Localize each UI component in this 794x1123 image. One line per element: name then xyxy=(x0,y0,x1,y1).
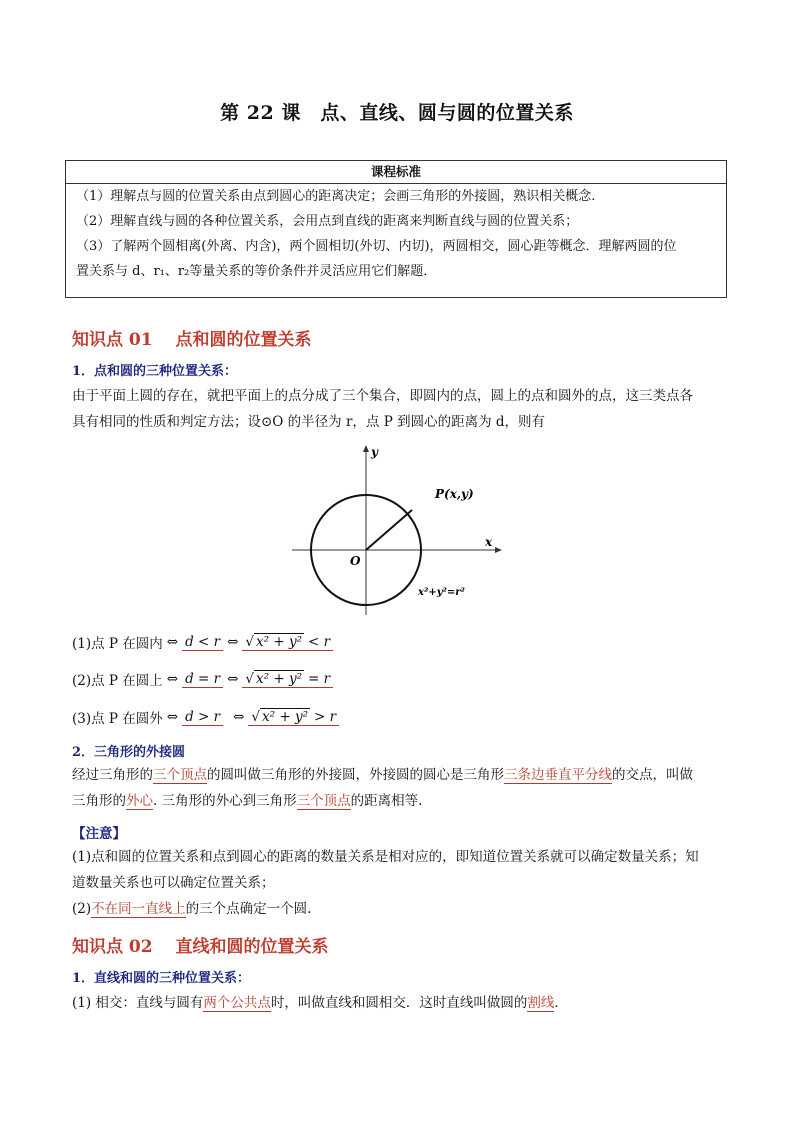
blank-answer: 三个顶点 xyxy=(296,793,351,809)
paragraph-circumcircle xyxy=(72,762,722,814)
sqrt-sign: √ xyxy=(245,633,255,650)
blank-answer: 两个公共点 xyxy=(203,995,271,1011)
condition-inside xyxy=(72,629,333,655)
page-title: 第 22 课 点、直线、圆与圆的位置关系 xyxy=(220,102,574,124)
curriculum-standard-box xyxy=(65,160,727,298)
y-axis-label: y xyxy=(371,445,378,459)
radical-relation xyxy=(242,670,333,688)
standard-item: （1）理解点与圆的位置关系由点到圆心的距离决定；会画三角形的外接圆，熟识相关概念. xyxy=(76,189,596,204)
paragraph-line: 具有相同的性质和判定方法；设⊙O 的半径为 r，点 P 到圆心的距离为 d，则有 xyxy=(72,414,546,430)
circle-coordinate-figure xyxy=(280,440,510,620)
circle-equation: x²+y²=r² xyxy=(418,587,465,598)
distance-relation: d < r xyxy=(182,634,223,651)
radicand: x² + y² xyxy=(256,634,302,650)
equivalence-arrow: ⇔ xyxy=(166,671,179,687)
equivalence-arrow: ⇔ xyxy=(166,634,179,650)
note-title: 【注意】 xyxy=(72,826,126,842)
paragraph-intro xyxy=(72,383,722,435)
note-paragraph xyxy=(72,844,722,922)
equivalence-arrow: ⇔ xyxy=(227,634,239,650)
relation-rhs: < r xyxy=(308,633,331,650)
sqrt-sign: √ xyxy=(245,670,255,687)
relation-rhs: = r xyxy=(308,670,331,687)
relation-rhs: > r xyxy=(314,708,337,725)
paragraph-line: (1)点和圆的位置关系和点到圆心的距离的数量关系是相对应的，即知道位置关系就可以确定数量关系；知 xyxy=(72,849,699,865)
paragraph-line: 三角形的外心. 三角形的外心到三角形三个顶点的距离相等. xyxy=(72,793,423,809)
paragraph-line: 经过三角形的三个顶点的圆叫做三角形的外接圆，外接圆的圆心是三角形三条边垂直平分线的交点，叫做 xyxy=(72,767,693,783)
blank-answer: 三条边垂直平分线 xyxy=(504,767,612,783)
section-title-01: 知识点 01 点和圆的位置关系 xyxy=(72,330,312,350)
condition-outside xyxy=(72,704,339,730)
standard-item: （3）了解两个圆相离(外离、内含)，两个圆相切(外切、内切)，两圆相交，圆心距等概念．理解两圆的位 xyxy=(76,239,677,254)
equivalence-arrow: ⇔ xyxy=(233,709,245,725)
condition-prefix: (3)点 P 在圆外 xyxy=(72,711,163,727)
condition-on xyxy=(72,666,333,692)
blank-answer: 三个顶点 xyxy=(153,767,207,783)
equivalence-arrow: ⇔ xyxy=(166,709,179,725)
distance-relation: d > r xyxy=(182,709,223,726)
point-p-label: P(x,y) xyxy=(435,487,474,501)
equivalence-arrow: ⇔ xyxy=(227,671,239,687)
blank-answer: 割线 xyxy=(527,995,555,1011)
distance-relation: d = r xyxy=(182,671,223,688)
origin-label: O xyxy=(350,554,361,568)
paragraph-intersect xyxy=(72,990,722,1016)
blank-answer: 外心 xyxy=(126,793,153,809)
standard-header: 课程标准 xyxy=(66,161,726,184)
x-axis-label: x xyxy=(485,535,493,549)
section-title-02: 知识点 02 直线和圆的位置关系 xyxy=(72,937,329,957)
paragraph-line: 道数量关系也可以确定位置关系； xyxy=(72,875,275,891)
condition-prefix: (1)点 P 在圆内 xyxy=(72,636,163,652)
radical-relation xyxy=(248,708,339,726)
radical-relation xyxy=(242,633,333,651)
condition-prefix: (2)点 P 在圆上 xyxy=(72,673,163,689)
sqrt-sign: √ xyxy=(251,708,261,725)
subheading-line-circle: 1．直线和圆的三种位置关系： xyxy=(72,971,251,986)
radicand: x² + y² xyxy=(256,671,302,687)
radicand: x² + y² xyxy=(262,709,308,725)
subheading-circumcircle: 2．三角形的外接圆 xyxy=(72,745,186,760)
standard-item: （2）理解直线与圆的各种位置关系，会用点到直线的距离来判断直线与圆的位置关系； xyxy=(76,214,579,229)
subheading-point-circle: 1．点和圆的三种位置关系： xyxy=(72,364,238,379)
paragraph-line: (2)不在同一直线上的三个点确定一个圆. xyxy=(72,901,312,917)
paragraph-line: 由于平面上圆的存在，就把平面上的点分成了三个集合，即圆内的点，圆上的点和圆外的点，这三类点各 xyxy=(72,388,693,404)
blank-answer: 不在同一直线上 xyxy=(91,901,186,917)
paragraph-line: (1) 相交：直线与圆有两个公共点时，叫做直线和圆相交．这时直线叫做圆的割线． xyxy=(72,995,568,1011)
standard-item: 置关系与 d、r₁、r₂等量关系的等价条件并灵活应用它们解题． xyxy=(76,264,437,279)
